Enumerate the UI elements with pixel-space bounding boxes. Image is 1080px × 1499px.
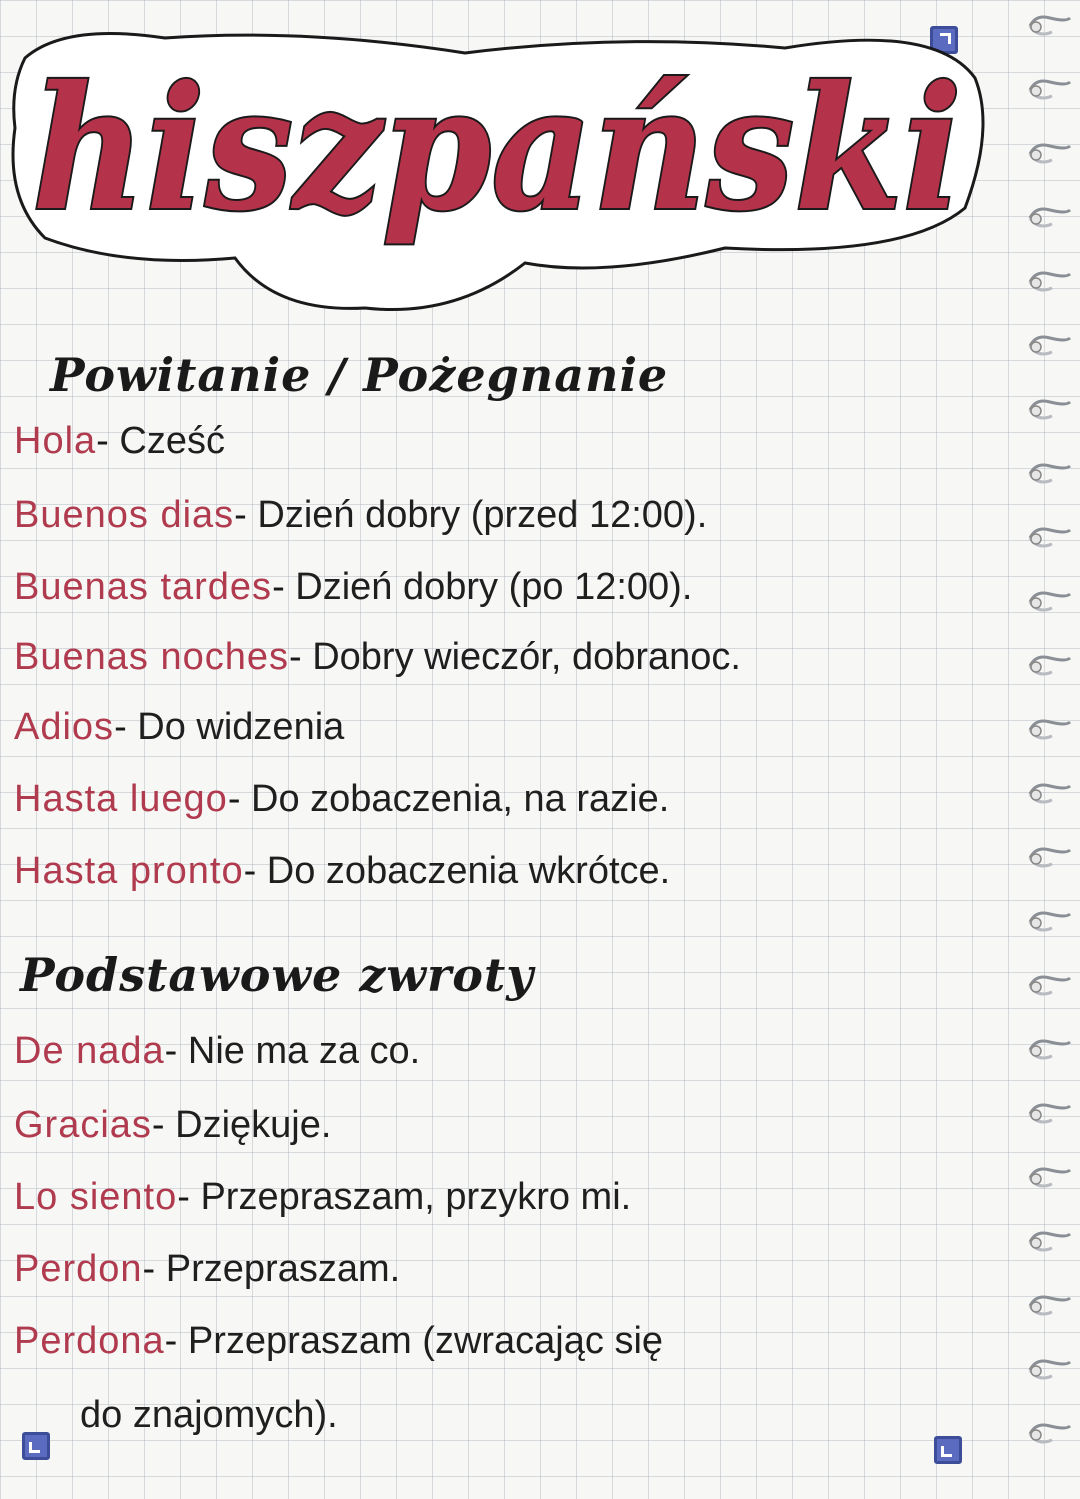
spiral-ring bbox=[1026, 524, 1074, 552]
spiral-ring bbox=[1026, 396, 1074, 424]
spiral-binding bbox=[1020, 0, 1080, 1499]
spanish-term: Hasta luego bbox=[14, 778, 228, 820]
vocab-row: Perdona- Przepraszam (zwracając się bbox=[14, 1320, 664, 1362]
section-heading-greetings: Powitanie / Pożegnanie bbox=[50, 348, 669, 402]
corner-marker-bottom-right bbox=[934, 1436, 962, 1464]
spiral-ring bbox=[1026, 844, 1074, 872]
polish-translation: Dzień dobry (przed 12:00). bbox=[257, 494, 708, 536]
spiral-ring bbox=[1026, 716, 1074, 744]
vocab-row: Buenos dias- Dzień dobry (przed 12:00). bbox=[14, 494, 708, 536]
spiral-ring bbox=[1026, 76, 1074, 104]
spanish-term: Hasta pronto bbox=[14, 850, 244, 892]
polish-translation: Przepraszam, przykro mi. bbox=[200, 1176, 632, 1218]
spiral-ring bbox=[1026, 652, 1074, 680]
spanish-term: Buenos dias bbox=[14, 494, 235, 536]
spanish-term: Perdona bbox=[14, 1320, 165, 1362]
spiral-ring bbox=[1026, 1420, 1074, 1448]
spiral-ring bbox=[1026, 1100, 1074, 1128]
spanish-term: Adios bbox=[14, 706, 115, 748]
polish-translation: do znajomych). bbox=[80, 1394, 338, 1436]
polish-translation: Nie ma za co. bbox=[187, 1030, 421, 1072]
vocab-row: Buenas tardes- Dzień dobry (po 12:00). bbox=[14, 566, 693, 608]
spiral-ring bbox=[1026, 12, 1074, 40]
polish-translation: Do zobaczenia wkrótce. bbox=[266, 850, 671, 892]
spanish-term: Gracias bbox=[14, 1104, 152, 1146]
polish-translation: Dzień dobry (po 12:00). bbox=[295, 566, 693, 608]
spiral-ring bbox=[1026, 268, 1074, 296]
vocab-row: Buenas noches- Dobry wieczór, dobranoc. bbox=[14, 636, 741, 678]
vocab-row: Hasta luego- Do zobaczenia, na razie. bbox=[14, 778, 670, 820]
polish-translation: Do widzenia bbox=[137, 706, 345, 748]
polish-translation: Cześć bbox=[119, 420, 225, 462]
vocab-row: Adios- Do widzenia bbox=[14, 706, 345, 748]
spanish-term: Hola bbox=[14, 420, 97, 462]
spiral-ring bbox=[1026, 1164, 1074, 1192]
spanish-term: Buenas noches bbox=[14, 636, 289, 678]
spiral-ring bbox=[1026, 588, 1074, 616]
polish-translation: Do zobaczenia, na razie. bbox=[251, 778, 670, 820]
spiral-ring bbox=[1026, 140, 1074, 168]
polish-translation: Dziękuje. bbox=[175, 1104, 332, 1146]
spanish-term: De nada bbox=[14, 1030, 165, 1072]
spiral-ring bbox=[1026, 332, 1074, 360]
vocab-row: Gracias- Dziękuje. bbox=[14, 1104, 332, 1146]
polish-translation: Przepraszam. bbox=[165, 1248, 401, 1290]
spiral-ring bbox=[1026, 908, 1074, 936]
spiral-ring bbox=[1026, 460, 1074, 488]
spiral-ring bbox=[1026, 972, 1074, 1000]
vocab-row: Perdon- Przepraszam. bbox=[14, 1248, 401, 1290]
title-text: hiszpański bbox=[32, 49, 962, 249]
title-sticker bbox=[5, 18, 990, 318]
vocab-row: Hola- Cześć bbox=[14, 420, 225, 462]
vocab-row-continued bbox=[80, 1394, 338, 1437]
vocab-row: De nada- Nie ma za co. bbox=[14, 1030, 421, 1072]
spanish-term: Perdon bbox=[14, 1248, 143, 1290]
vocab-row: Hasta pronto- Do zobaczenia wkrótce. bbox=[14, 850, 671, 892]
polish-translation: Dobry wieczór, dobranoc. bbox=[312, 636, 741, 678]
spanish-term: Lo siento bbox=[14, 1176, 178, 1218]
spiral-ring bbox=[1026, 1292, 1074, 1320]
polish-translation: Przepraszam (zwracając się bbox=[187, 1320, 664, 1362]
corner-marker-bottom-left bbox=[22, 1432, 50, 1460]
spiral-ring bbox=[1026, 1356, 1074, 1384]
section-heading-phrases: Podstawowe zwroty bbox=[20, 948, 534, 1002]
spanish-term: Buenas tardes bbox=[14, 566, 273, 608]
spiral-ring bbox=[1026, 204, 1074, 232]
vocab-row: Lo siento- Przepraszam, przykro mi. bbox=[14, 1176, 632, 1218]
spiral-ring bbox=[1026, 780, 1074, 808]
spiral-ring bbox=[1026, 1036, 1074, 1064]
spiral-ring bbox=[1026, 1228, 1074, 1256]
